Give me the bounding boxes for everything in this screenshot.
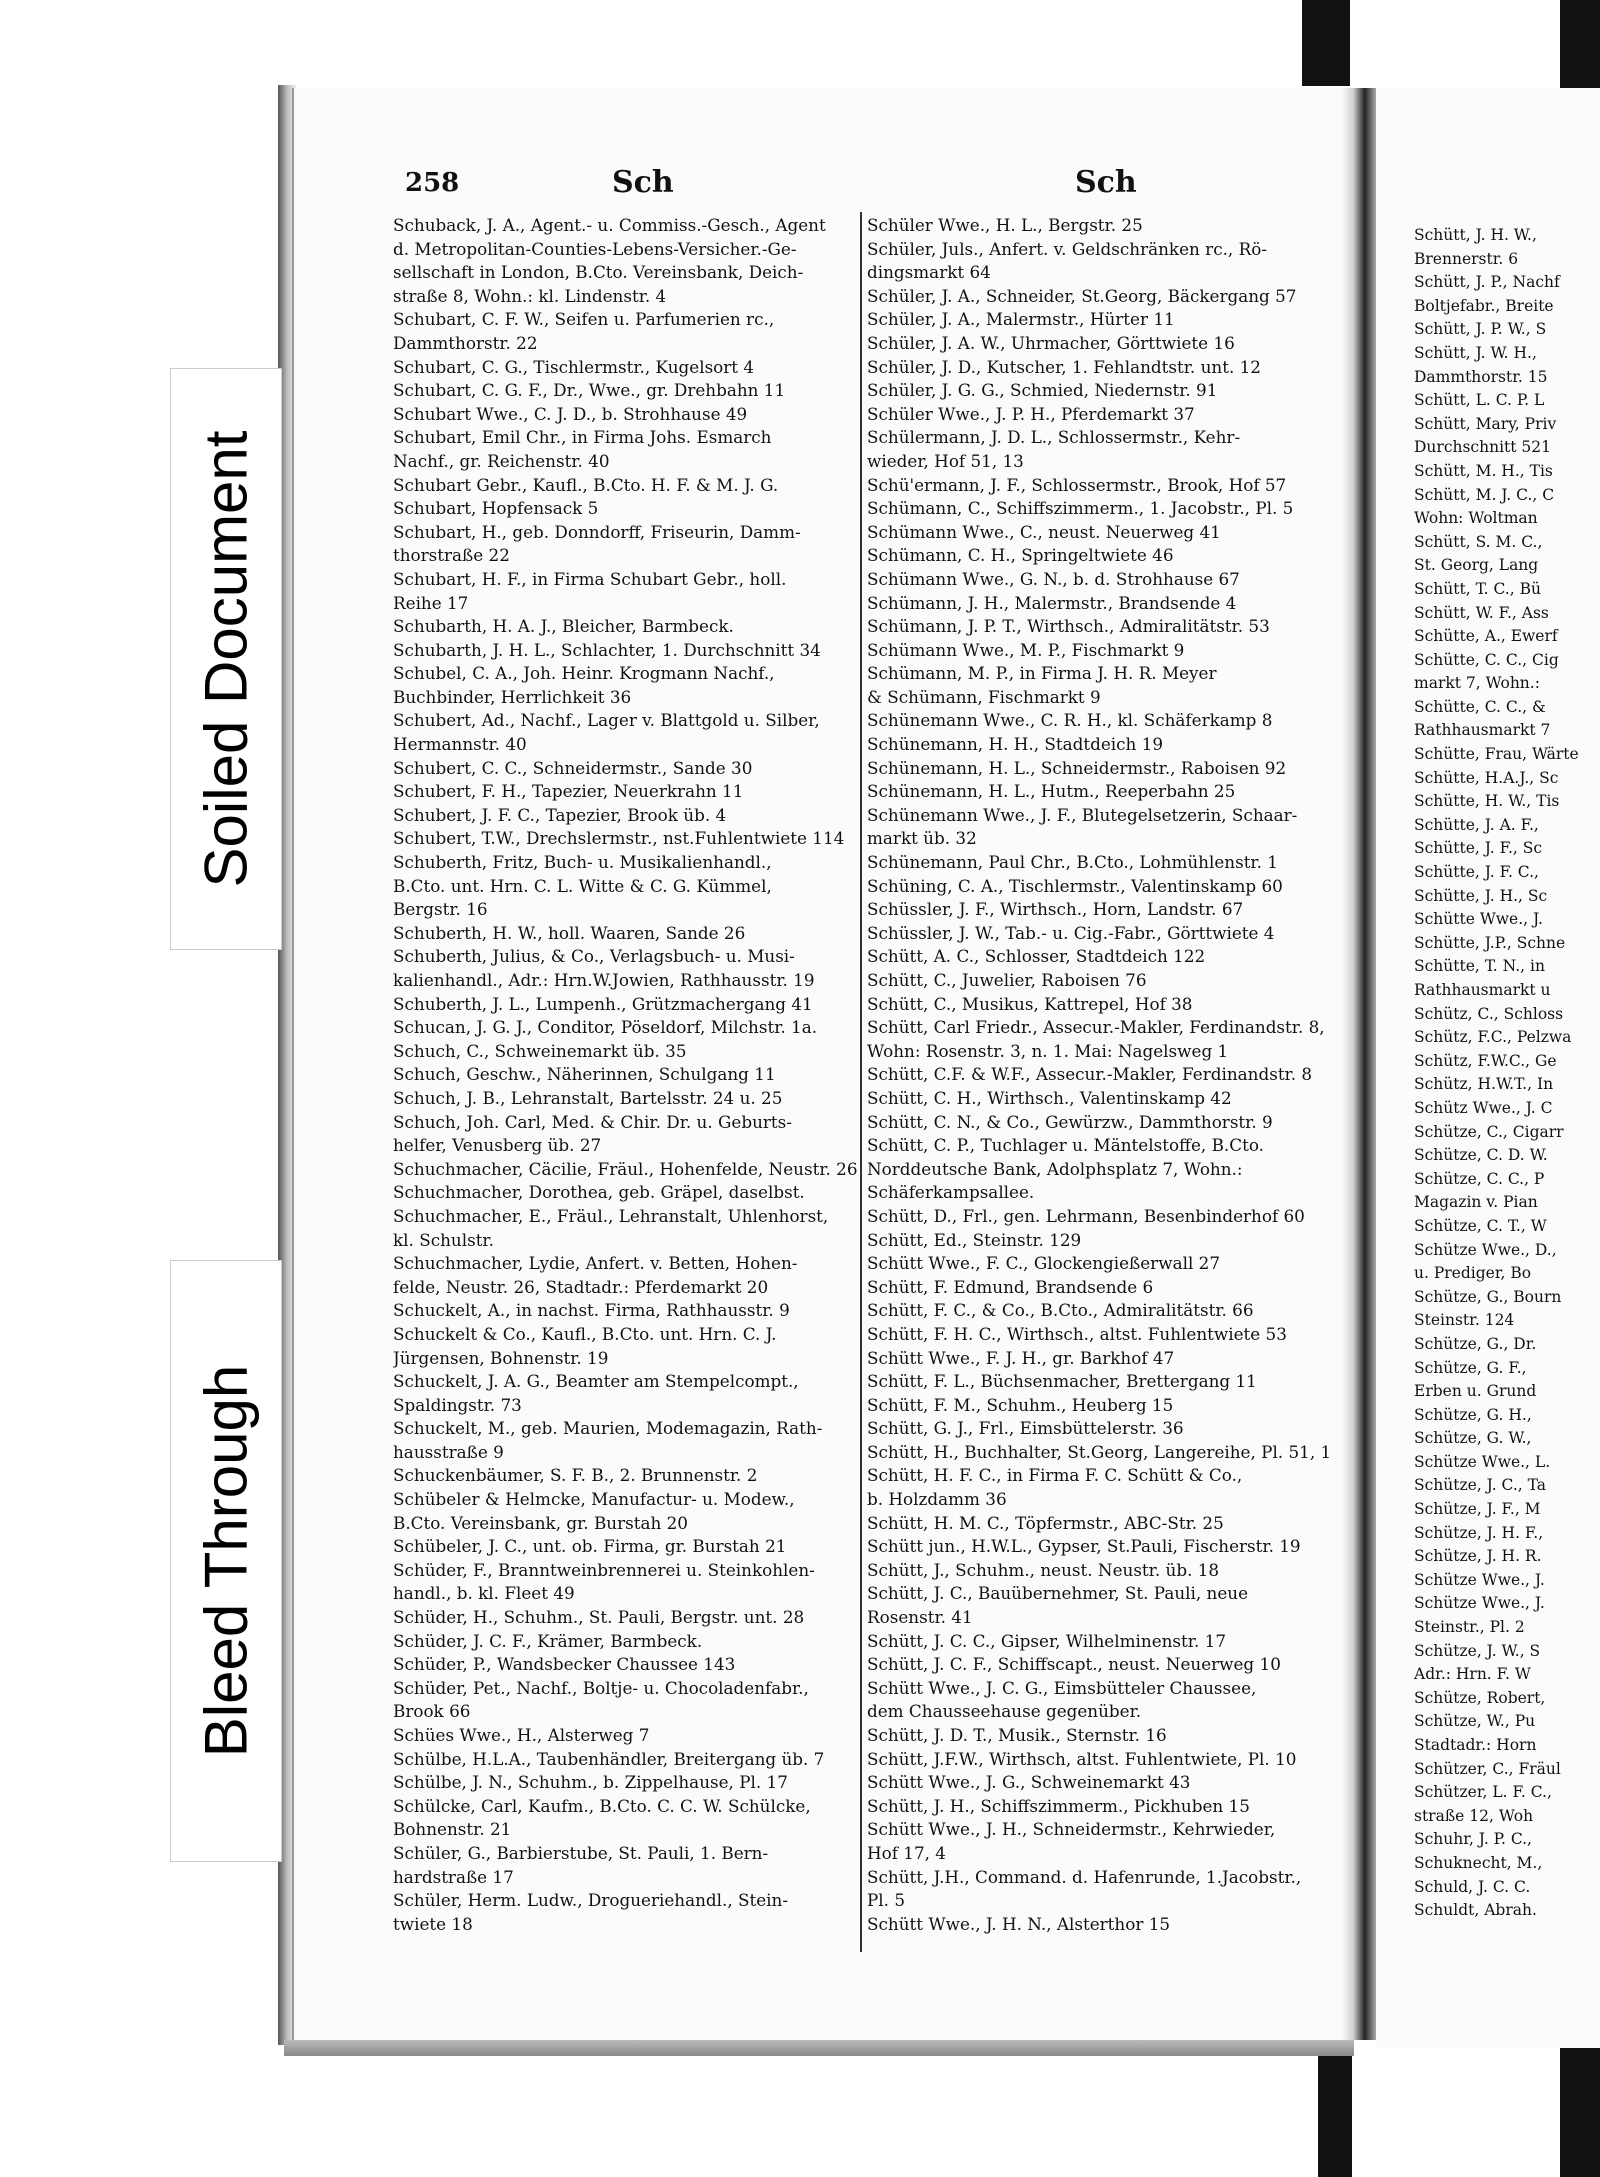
directory-entry-line: Schubart, H. F., in Firma Schubart Gebr., holl. (393, 568, 787, 589)
directory-entry-line: Wohn: Woltman (1414, 509, 1538, 528)
bleed-through-label-text: Bleed Through (192, 1364, 260, 1758)
directory-entry-line: straße 12, Woh (1414, 1806, 1534, 1825)
directory-entry-line: Schümann, J. H., Malermstr., Brandsende 4 (867, 592, 1237, 613)
directory-entry-line: Schüler, J. A., Malermstr., Hürter 11 (867, 309, 1175, 330)
directory-entry-line: Schütze Wwe., J. (1414, 1570, 1545, 1589)
directory-entry-line: Schuch, J. B., Lehranstalt, Bartelsstr. 24 u. 25 (393, 1087, 783, 1108)
directory-entry-line: Rosenstr. 41 (867, 1607, 973, 1628)
soiled-document-label (170, 368, 282, 950)
directory-entry-line: Schütte, J. F., Sc (1414, 839, 1543, 858)
directory-entry-line: Schuckelt, J. A. G., Beamter am Stempelcompt., (393, 1371, 799, 1392)
directory-entry-line: Stadtadr.: Horn (1414, 1736, 1537, 1754)
directory-entry-line: Schüler, J. A., Schneider, St.Georg, Bäckergang 57 (867, 285, 1297, 306)
directory-entry-line: Schünemann, H. L., Schneidermstr., Raboisen 92 (867, 757, 1287, 778)
directory-entry-line: Schucan, J. G. J., Conditor, Pöseldorf, Milchstr. 1a. (393, 1017, 818, 1038)
directory-entry-line: Schütt, H., Buchhalter, St.Georg, Langereihe, Pl. 51, 1 (867, 1441, 1332, 1462)
directory-entry-line: Schütte, T. N., in (1414, 957, 1545, 976)
directory-entry-line: Schütt, M. H., Tis (1414, 461, 1553, 480)
directory-entry-line: Dammthorstr. 22 (393, 332, 538, 353)
directory-entry-line: Schütz, C., Schloss (1414, 1004, 1564, 1023)
directory-entry-line: Schuchmacher, E., Fräul., Lehranstalt, Uhlenhorst, (393, 1205, 829, 1226)
directory-entry-line: Schuch, Joh. Carl, Med. & Chir. Dr. u. Geburts- (393, 1111, 792, 1132)
directory-entry-line: Schäferkampsallee. (867, 1182, 1035, 1203)
directory-entry-line: Schünemann, H. L., Hutm., Reeperbahn 25 (867, 781, 1236, 802)
directory-entry-line: Schuchmacher, Lydie, Anfert. v. Betten, Hohen- (393, 1253, 798, 1274)
directory-entry-line: Schütze, J. W., S (1414, 1641, 1541, 1660)
directory-entry-line: Schütt, M. J. C., C (1414, 485, 1555, 504)
directory-entry-line: Schuberth, Julius, & Co., Verlagsbuch- u. Musi- (393, 946, 795, 967)
directory-entry-line: Schütt, F. Edmund, Brandsende 6 (867, 1276, 1154, 1297)
directory-entry-line: Norddeutsche Bank, Adolphsplatz 7, Wohn.: (867, 1158, 1243, 1179)
directory-entry-line: Schüning, C. A., Tischlermstr., Valentinskamp 60 (867, 875, 1283, 896)
directory-entry-line: Schuckelt, M., geb. Maurien, Modemagazin, Rath- (393, 1418, 823, 1439)
directory-entry-line: Schuberth, Fritz, Buch- u. Musikalienhandl., (393, 852, 772, 873)
directory-entry-line: Schütt, C. N., & Co., Gewürzw., Dammthorstr. 9 (867, 1111, 1273, 1132)
directory-entry-line: Schütte, C. C., Cig (1414, 650, 1559, 669)
directory-entry-line: Schubarth, J. H. L., Schlachter, 1. Durchschnitt 34 (393, 639, 821, 660)
directory-entry-line: kalienhandl., Adr.: Hrn.W.Jowien, Rathhausstr. 19 (393, 970, 815, 990)
directory-entry-line: Schüler, J. D., Kutscher, 1. Fehlandtstr. unt. 12 (867, 356, 1261, 377)
directory-entry-line: Schuberth, H. W., holl. Waaren, Sande 26 (393, 922, 746, 943)
directory-entry-line: Schütt Wwe., J. H. N., Alsterthor 15 (867, 1913, 1171, 1934)
directory-entry-line: Schütt, J., Schuhm., neust. Neustr. üb. 18 (867, 1559, 1220, 1580)
directory-entry-line: Schümann Wwe., G. N., b. d. Strohhause 67 (867, 568, 1240, 589)
column-divider (860, 212, 862, 1952)
directory-entry-line: Schütze, J. H. R. (1414, 1547, 1542, 1566)
directory-entry-line: Schuckelt & Co., Kaufl., B.Cto. unt. Hrn. C. J. (393, 1323, 777, 1344)
directory-entry-line: Schütze, G., Bourn (1414, 1287, 1562, 1306)
directory-entry-line: Schübeler & Helmcke, Manufactur- u. Modew., (393, 1489, 795, 1510)
directory-entry-line: Pl. 5 (867, 1890, 906, 1911)
directory-entry-line: Schümann, C., Schiffszimmerm., 1. Jacobstr., Pl. 5 (867, 498, 1294, 519)
directory-entry-line: Schütt, J.F.W., Wirthsch, altst. Fuhlentwiete, Pl. 10 (867, 1748, 1297, 1769)
directory-entry-line: Schubert, C. C., Schneidermstr., Sande 30 (393, 757, 753, 778)
directory-entry-line: Steinstr. 124 (1414, 1311, 1515, 1330)
directory-entry-line: Schütt, C.F. & W.F., Assecur.-Makler, Ferdinandstr. 8 (867, 1064, 1313, 1085)
soiled-document-label-text: Soiled Document (192, 430, 260, 888)
directory-entry-line: Schütz Wwe., J. C (1414, 1098, 1553, 1117)
directory-entry-line: B.Cto. unt. Hrn. C. L. Witte & C. G. Kümmel, (393, 875, 772, 896)
directory-entry-line: Schünemann Wwe., J. F., Blutegelsetzerin, Schaar- (867, 804, 1298, 825)
directory-entry-line: Schubart, H., geb. Donndorff, Friseurin, Damm- (393, 521, 801, 542)
directory-entry-line: Schüler, Juls., Anfert. v. Geldschränken rc., Rö- (867, 238, 1268, 259)
directory-entry-line: Schütze, G., Dr. (1414, 1334, 1537, 1353)
directory-entry-line: Schütt, C. P., Tuchlager u. Mäntelstoffe, B.Cto. (867, 1135, 1264, 1156)
running-head-right: Sch (1075, 165, 1137, 200)
directory-entry-line: Schütt, C., Juwelier, Raboisen 76 (867, 970, 1147, 990)
directory-entry-line: Schütt, D., Frl., gen. Lehrmann, Besenbinderhof 60 (867, 1205, 1305, 1226)
edge-strip-bottom (1318, 2055, 1352, 2177)
directory-entry-line: Schütt, J. P. W., S (1414, 320, 1547, 339)
directory-entry-line: kl. Schulstr. (393, 1229, 494, 1250)
directory-entry-line: Schütte, H. W., Tis (1414, 792, 1560, 811)
directory-entry-line: Brook 66 (393, 1701, 471, 1722)
directory-entry-line: Schütte, H.A.J., Sc (1414, 768, 1559, 787)
directory-entry-line: Schütt, H. M. C., Töpfermstr., ABC-Str. 25 (867, 1512, 1224, 1533)
directory-entry-line: Schüler, Herm. Ludw., Drogueriehandl., Stein- (393, 1890, 789, 1911)
directory-entry-line: Brennerstr. 6 (1414, 249, 1519, 268)
directory-entry-line: Schütt, J. D. T., Musik., Sternstr. 16 (867, 1725, 1167, 1745)
directory-entry-line: Schünemann, H. H., Stadtdeich 19 (867, 734, 1164, 755)
page-number: 258 (405, 168, 460, 198)
directory-entry-line: Schütt, S. M. C., (1414, 532, 1543, 551)
directory-entry-line: handl., b. kl. Fleet 49 (393, 1583, 575, 1604)
directory-entry-line: Schümann, J. P. T., Wirthsch., Admiralitätstr. 53 (867, 616, 1270, 637)
directory-entry-line: Schümann Wwe., C., neust. Neuerweg 41 (867, 521, 1221, 542)
directory-entry-line: Erben u. Grund (1414, 1382, 1537, 1401)
directory-entry-line: Schütt, J. C. C., Gipser, Wilhelminenstr. 17 (867, 1630, 1226, 1651)
directory-entry-line: hardstraße 17 (393, 1866, 514, 1887)
directory-entry-line: sellschaft in London, B.Cto. Vereinsbank, Deich- (393, 262, 804, 283)
directory-entry-line: Schütt, J. P., Nachf (1414, 273, 1560, 292)
directory-entry-line: Schütt, J. W. H., (1414, 343, 1537, 362)
directory-entry-line: Schuch, C., Schweinemarkt üb. 35 (393, 1040, 687, 1061)
directory-entry-line: Schütt Wwe., J. G., Schweinemarkt 43 (867, 1772, 1191, 1793)
directory-entry-line: Schuberth, J. L., Lumpenh., Grützmachergang 41 (393, 993, 813, 1014)
directory-entry-line: Schüder, F., Branntweinbrennerei u. Steinkohlen- (393, 1559, 815, 1580)
directory-entry-line: helfer, Venusberg üb. 27 (393, 1135, 602, 1156)
directory-entry-line: Schütt, C. H., Wirthsch., Valentinskamp 42 (867, 1087, 1232, 1108)
directory-entry-line: Schütt, L. C. P. L (1414, 391, 1545, 410)
directory-entry-line: twiete 18 (393, 1913, 473, 1934)
directory-entry-line: Wohn: Rosenstr. 3, n. 1. Mai: Nagelsweg 1 (867, 1040, 1229, 1061)
directory-entry-line: Schüssler, J. F., Wirthsch., Horn, Landstr. 67 (867, 899, 1244, 920)
directory-entry-line: felde, Neustr. 26, Stadtadr.: Pferdemarkt 20 (393, 1276, 769, 1297)
directory-entry-line: Schütte, J. H., Sc (1414, 886, 1548, 905)
directory-entry-line: Schünemann, Paul Chr., B.Cto., Lohmühlenstr. 1 (867, 852, 1278, 873)
directory-entry-line: Schütt jun., H.W.L., Gypser, St.Pauli, Fischerstr. 19 (867, 1536, 1301, 1557)
directory-entry-line: Schuhr, J. P. C., (1414, 1830, 1532, 1849)
facing-page-column (1414, 224, 1600, 1923)
directory-entry-line: Schuld, J. C. C. (1414, 1877, 1531, 1896)
directory-entry-line: Schümann Wwe., M. P., Fischmarkt 9 (867, 639, 1185, 660)
directory-entry-line: Schuckenbäumer, S. F. B., 2. Brunnenstr. 2 (393, 1465, 758, 1486)
directory-entry-line: dingsmarkt 64 (867, 262, 991, 283)
directory-entry-line: Schütt, Mary, Priv (1414, 414, 1557, 433)
directory-entry-line: Spaldingstr. 73 (393, 1394, 522, 1415)
directory-entry-line: Schütze, J. H. F., (1414, 1523, 1544, 1542)
directory-entry-line: Schütze, W., Pu (1414, 1712, 1536, 1731)
directory-entry-line: B.Cto. Vereinsbank, gr. Burstah 20 (393, 1512, 688, 1533)
directory-entry-line: Schütze, C., Cigarr (1414, 1122, 1564, 1141)
directory-entry-line: Schubart, C. G., Tischlermstr., Kugelsort 4 (393, 356, 755, 377)
directory-entry-line: Schützer, L. F. C., (1414, 1783, 1552, 1802)
directory-entry-line: u. Prediger, Bo (1414, 1264, 1532, 1283)
directory-entry-line: Schütz, F.W.C., Ge (1414, 1051, 1557, 1070)
directory-entry-line: Schüder, J. C. F., Krämer, Barmbeck. (393, 1630, 703, 1651)
directory-entry-line: Schütze, J. C., Ta (1414, 1476, 1547, 1495)
directory-entry-line: Schütt, T. C., Bü (1414, 579, 1541, 598)
edge-strip-top (1302, 0, 1350, 86)
directory-entry-line: Schünemann Wwe., C. R. H., kl. Schäferkamp 8 (867, 710, 1273, 731)
directory-entry-line: Schütt, F. L., Büchsenmacher, Brettergang 11 (867, 1371, 1257, 1392)
directory-entry-line: hausstraße 9 (393, 1441, 504, 1462)
book-gutter (1342, 88, 1376, 2040)
directory-entry-line: Schütt, A. C., Schlosser, Stadtdeich 122 (867, 946, 1206, 967)
directory-entry-line: Schubart Gebr., Kaufl., B.Cto. H. F. & M. J. G. (393, 474, 779, 495)
directory-entry-line: Schüler Wwe., J. P. H., Pferdemarkt 37 (867, 403, 1195, 424)
directory-entry-line: thorstraße 22 (393, 545, 510, 566)
directory-entry-line: Schütt, C., Musikus, Kattrepel, Hof 38 (867, 993, 1193, 1014)
directory-entry-line: Schütte, J. F. C., (1414, 863, 1539, 882)
directory-entry-line: Rathhausmarkt u (1414, 981, 1551, 999)
directory-entry-line: Schütt, J. H., Schiffszimmerm., Pickhuben 15 (867, 1795, 1250, 1816)
directory-entry-line: Schütte, J.P., Schne (1414, 933, 1566, 952)
bleed-through-label (170, 1260, 282, 1862)
directory-entry-line: Schütt, Carl Friedr., Assecur.-Makler, Ferdinandstr. 8, (867, 1017, 1325, 1038)
directory-entry-line: Schütt, F. M., Schuhm., Heuberg 15 (867, 1394, 1174, 1415)
directory-entry-line: b. Holzdamm 36 (867, 1489, 1007, 1510)
directory-entry-line: Bohnenstr. 21 (393, 1819, 512, 1840)
directory-entry-line: Reihe 17 (393, 592, 469, 613)
directory-entry-line: Schütt, G. J., Frl., Eimsbüttelerstr. 36 (867, 1418, 1184, 1439)
directory-entry-line: Schütt Wwe., F. J. H., gr. Barkhof 47 (867, 1347, 1175, 1368)
directory-entry-line: Schubart, C. G. F., Dr., Wwe., gr. Drehbahn 11 (393, 380, 786, 401)
directory-entry-line: Schüler, J. A. W., Uhrmacher, Görttwiete 16 (867, 332, 1235, 353)
directory-entry-line: Schütt, F. H. C., Wirthsch., altst. Fuhlentwiete 53 (867, 1323, 1287, 1344)
directory-entry-line: Schütze Wwe., J. (1414, 1594, 1545, 1613)
directory-entry-line: Schubert, J. F. C., Tapezier, Brook üb. 4 (393, 804, 727, 825)
directory-entry-line: Schütze, C. D. W. (1414, 1146, 1548, 1165)
directory-entry-line: Schubart, Hopfensack 5 (393, 498, 599, 519)
directory-entry-line: Schüler, G., Barbierstube, St. Pauli, 1. Bern- (393, 1842, 769, 1863)
directory-entry-line: Schubarth, H. A. J., Bleicher, Barmbeck. (393, 616, 734, 637)
directory-entry-line: Schütze Wwe., D., (1414, 1240, 1557, 1259)
directory-entry-line: Schütze, C. T., W (1414, 1216, 1547, 1235)
directory-entry-line: Schütt, W. F., Ass (1414, 603, 1549, 622)
directory-entry-line: Bergstr. 16 (393, 899, 488, 920)
directory-entry-line: Schübeler, J. C., unt. ob. Firma, gr. Burstah 21 (393, 1536, 787, 1557)
directory-entry-line: Schütte, J. A. F., (1414, 815, 1539, 834)
directory-entry-line: Schüder, P., Wandsbecker Chaussee 143 (393, 1654, 736, 1675)
directory-entry-line: Schütt, J. C. F., Schiffscapt., neust. Neuerweg 10 (867, 1654, 1281, 1675)
directory-entry-line: Schütt Wwe., J. C. G., Eimsbütteler Chaussee, (867, 1677, 1257, 1698)
directory-entry-line: markt üb. 32 (867, 828, 977, 849)
directory-entry-line: Schütt, H. F. C., in Firma F. C. Schütt & Co., (867, 1465, 1243, 1486)
directory-entry-line: Schütte Wwe., J. (1414, 910, 1543, 929)
directory-entry-line: Schües Wwe., H., Alsterweg 7 (393, 1725, 650, 1745)
directory-entry-line: Schubert, T.W., Drechslermstr., nst.Fuhlentwiete 114 (393, 828, 845, 849)
directory-entry-line: Nachf., gr. Reichenstr. 40 (393, 450, 610, 471)
directory-entry-line: Schubert, F. H., Tapezier, Neuerkrahn 11 (393, 781, 744, 802)
directory-entry-line: Schütze, G. F., (1414, 1358, 1527, 1377)
directory-entry-line: Schü'ermann, J. F., Schlossermstr., Brook, Hof 57 (867, 474, 1287, 495)
facing-page (1376, 88, 1600, 2048)
directory-entry-line: Schuknecht, M., (1414, 1853, 1543, 1872)
directory-entry-line: Schütt, J. H. W., (1414, 226, 1537, 244)
directory-entry-line: Schümann, M. P., in Firma J. H. R. Meyer (867, 663, 1217, 684)
directory-entry-line: Schüler Wwe., H. L., Bergstr. 25 (867, 215, 1143, 235)
directory-entry-line: Durchschnitt 521 (1414, 438, 1552, 457)
directory-entry-line: Schütz, H.W.T., In (1414, 1075, 1554, 1094)
directory-entry-line: Hof 17, 4 (867, 1842, 946, 1863)
directory-entry-line: Schütte, A., Ewerf (1414, 627, 1558, 646)
directory-entry-line: Rathhausmarkt 7 (1414, 721, 1551, 740)
directory-entry-line: Schütze, G. W., (1414, 1429, 1532, 1448)
directory-entry-line: Schütze, Robert, (1414, 1688, 1546, 1707)
directory-entry-line: Schüder, Pet., Nachf., Boltje- u. Chocoladenfabr., (393, 1677, 809, 1698)
directory-column-right (867, 214, 1335, 1936)
directory-entry-line: d. Metropolitan-Counties-Lebens-Versicher.-Ge- (393, 238, 797, 259)
directory-entry-line: Schubart Wwe., C. J. D., b. Strohhause 49 (393, 403, 748, 424)
page-bottom-edge (284, 2040, 1354, 2056)
directory-entry-line: Schütt, J. C., Bauübernehmer, St. Pauli, neue (867, 1583, 1249, 1604)
directory-entry-line: Schülbe, H.L.A., Taubenhändler, Breitergang üb. 7 (393, 1748, 825, 1769)
directory-entry-line: Schützer, C., Fräul (1414, 1759, 1561, 1778)
directory-entry-line: Schütte, C. C., & (1414, 697, 1546, 716)
directory-entry-line: Jürgensen, Bohnenstr. 19 (393, 1347, 609, 1368)
directory-entry-line: Magazin v. Pian (1414, 1193, 1538, 1212)
directory-entry-line: Schuldt, Abrah. (1414, 1901, 1537, 1920)
directory-entry-line: Schümann, C. H., Springeltwiete 46 (867, 545, 1174, 566)
directory-entry-line: Schütze Wwe., L. (1414, 1452, 1551, 1471)
running-head-left: Sch (612, 165, 674, 200)
directory-entry-line: Schütze, J. F., M (1414, 1500, 1541, 1519)
directory-entry-line: Dammthorstr. 15 (1414, 367, 1548, 386)
directory-entry-line: Schubart, Emil Chr., in Firma Johs. Esmarch (393, 427, 772, 448)
directory-column-left (393, 214, 861, 1936)
directory-entry-line: markt 7, Wohn.: (1414, 674, 1540, 693)
directory-entry-line: Schütt, F. C., & Co., B.Cto., Admiralitätstr. 66 (867, 1300, 1254, 1321)
directory-entry-line: straße 8, Wohn.: kl. Lindenstr. 4 (393, 285, 667, 306)
directory-entry-line: Schubel, C. A., Joh. Heinr. Krogmann Nachf., (393, 663, 775, 684)
directory-entry-line: Steinstr., Pl. 2 (1414, 1618, 1525, 1637)
directory-entry-line: Schütze, C. C., P (1414, 1169, 1545, 1188)
directory-entry-line: Adr.: Hrn. F. W (1414, 1665, 1531, 1684)
directory-entry-line: Buchbinder, Herrlichkeit 36 (393, 686, 632, 707)
directory-entry-line: Schuchmacher, Dorothea, geb. Gräpel, daselbst. (393, 1182, 805, 1203)
directory-entry-line: dem Chausseehause gegenüber. (867, 1701, 1142, 1722)
directory-entry-line: Schütt, J.H., Command. d. Hafenrunde, 1.Jacobstr., (867, 1866, 1302, 1887)
directory-entry-line: Schütz, F.C., Pelzwa (1414, 1028, 1572, 1047)
directory-entry-line: Schuback, J. A., Agent.- u. Commiss.-Gesch., Agent (393, 215, 826, 235)
directory-entry-line: Schüler, J. G. G., Schmied, Niedernstr. 91 (867, 380, 1218, 401)
directory-entry-line: Schüssler, J. W., Tab.- u. Cig.-Fabr., Görttwiete 4 (867, 922, 1275, 943)
directory-entry-line: Schüder, H., Schuhm., St. Pauli, Bergstr. unt. 28 (393, 1607, 805, 1628)
directory-entry-line: Boltjefabr., Breite (1414, 296, 1554, 315)
directory-entry-line: Schülermann, J. D. L., Schlossermstr., Kehr- (867, 427, 1241, 448)
directory-entry-line: Schuch, Geschw., Näherinnen, Schulgang 11 (393, 1064, 776, 1085)
directory-entry-line: Schütt, Ed., Steinstr. 129 (867, 1229, 1082, 1250)
directory-entry-line: wieder, Hof 51, 13 (867, 450, 1024, 471)
directory-entry-line: Schubart, C. F. W., Seifen u. Parfumerien rc., (393, 309, 775, 330)
directory-entry-line: Schütte, Frau, Wärte (1414, 745, 1579, 764)
directory-entry-line: Schülbe, J. N., Schuhm., b. Zippelhause, Pl. 17 (393, 1772, 788, 1793)
directory-entry-line: Schütt Wwe., J. H., Schneidermstr., Kehrwieder, (867, 1819, 1276, 1840)
directory-entry-line: Schülcke, Carl, Kaufm., B.Cto. C. C. W. Schülcke, (393, 1795, 811, 1816)
directory-entry-line: & Schümann, Fischmarkt 9 (867, 686, 1101, 707)
directory-entry-line: Schütt Wwe., F. C., Glockengießerwall 27 (867, 1253, 1220, 1274)
directory-entry-line: Schuchmacher, Cäcilie, Fräul., Hohenfelde, Neustr. 26 (393, 1158, 858, 1179)
directory-entry-line: St. Georg, Lang (1414, 556, 1539, 575)
directory-entry-line: Schuckelt, A., in nachst. Firma, Rathhausstr. 9 (393, 1300, 790, 1321)
directory-entry-line: Hermannstr. 40 (393, 734, 527, 755)
directory-entry-line: Schütze, G. H., (1414, 1405, 1532, 1424)
directory-entry-line: Schubert, Ad., Nachf., Lager v. Blattgold u. Silber, (393, 710, 820, 731)
